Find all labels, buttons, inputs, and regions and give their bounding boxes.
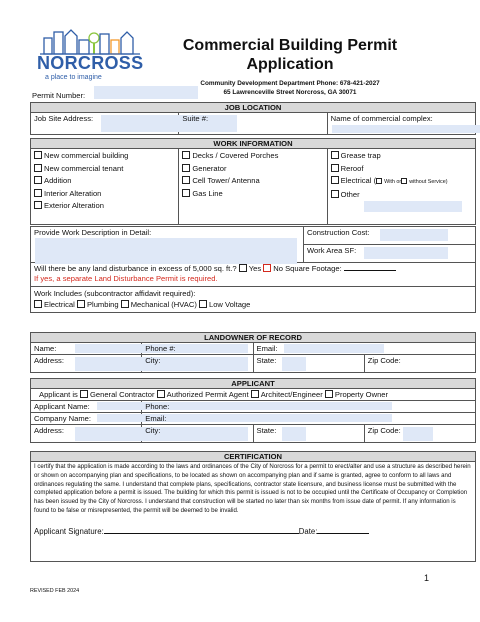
applicant-state-label: State:	[256, 426, 277, 435]
suite-label: Suite #:	[182, 114, 209, 123]
work-option-other[interactable]: Other	[331, 189, 472, 202]
certification-section	[30, 451, 476, 562]
page-number: 1	[424, 573, 430, 583]
checkbox-with-service[interactable]	[376, 178, 382, 184]
work-information-section	[30, 138, 476, 225]
job-site-address-label: Job Site Address:	[34, 114, 94, 123]
checkbox[interactable]	[331, 190, 339, 198]
work-option-electrical[interactable]: Electrical ( With or without Service)	[331, 175, 472, 189]
work-option[interactable]: Decks / Covered Porches	[182, 150, 323, 163]
checkbox[interactable]	[199, 300, 207, 308]
revised-date: REVISED FEB 2024	[30, 588, 80, 594]
applicant-section	[30, 378, 476, 443]
landowner-phone-field[interactable]	[182, 344, 248, 353]
date-label: Date:	[298, 526, 318, 536]
checkbox-without-service[interactable]	[401, 178, 407, 184]
checkbox[interactable]	[182, 164, 190, 172]
permit-number-label: Permit Number:	[32, 91, 86, 100]
job-location-header: JOB LOCATION	[31, 103, 476, 113]
applicant-zip-label: Zip Code:	[367, 426, 401, 435]
checkbox[interactable]	[331, 164, 339, 172]
checkbox[interactable]	[182, 176, 190, 184]
land-disturbance-note: If yes, a separate Land Disturbance Permit is required.	[34, 274, 218, 283]
square-footage-line[interactable]	[344, 270, 396, 271]
checkbox[interactable]	[34, 151, 42, 159]
landowner-email-field[interactable]	[284, 344, 384, 353]
applicant-phone-field[interactable]	[172, 402, 392, 410]
landowner-state-field[interactable]	[282, 357, 306, 371]
work-description-section	[30, 226, 476, 313]
work-option[interactable]: Cell Tower/ Antenna	[182, 175, 323, 188]
certification-header: CERTIFICATION	[31, 452, 476, 462]
construction-cost-label: Construction Cost:	[307, 228, 370, 237]
landowner-state-label: State:	[256, 356, 277, 365]
work-option[interactable]: Reroof	[331, 163, 472, 176]
applicant-phone-label: Phone:	[145, 402, 170, 411]
work-information-header: WORK INFORMATION	[31, 139, 476, 149]
type-architect: Architect/Engineer	[260, 390, 323, 399]
work-option[interactable]: Interior Alteration	[34, 188, 175, 201]
work-description-label: Provide Work Description in Detail:	[34, 228, 152, 237]
landowner-address-label: Address:	[34, 356, 64, 365]
applicant-email-field[interactable]	[172, 414, 392, 422]
applicant-email-label: Email:	[145, 414, 167, 423]
checkbox[interactable]	[331, 151, 339, 159]
date-line[interactable]	[317, 533, 369, 534]
work-option[interactable]: New commercial building	[34, 150, 175, 163]
suite-field[interactable]	[211, 115, 237, 132]
land-yes-checkbox[interactable]	[239, 264, 247, 272]
checkbox[interactable]	[80, 390, 88, 398]
company-name-label: Company Name:	[34, 414, 91, 423]
certification-text: I certify that the application is made according to the laws and ordinances of the City of Norcross for a permit to erect/alter and use a structure as described herein or shown on accompanying plan and specifications, to be located as shown on accompanying plan and if same is granted, agree to conform to all laws and ordinances regulating the same. I understand that complete plans, specifications, contractor state licensure, and business license must be submitted with the completed application before a permit is issued. The building for which this permit is issued is not to be occupied until the Certificate of Occupancy or Completion has been issued by the City of Norcross. I understand that construction will be started no later than six months from issue date of permit. If any information is found to be false or misrepresented, the permit will be deemed to be invalid.	[34, 463, 471, 514]
permit-number-field[interactable]	[94, 86, 198, 99]
checkbox[interactable]	[34, 201, 42, 209]
work-option[interactable]: Generator	[182, 163, 323, 176]
logo-wordmark: NORCROSS	[37, 53, 144, 73]
commercial-complex-label: Name of commercial complex:	[330, 114, 433, 123]
checkbox[interactable]	[34, 176, 42, 184]
work-option[interactable]: New commercial tenant	[34, 163, 175, 176]
type-permit-agent: Authorized Permit Agent	[166, 390, 249, 399]
landowner-email-label: Email:	[256, 344, 278, 353]
applicant-zip-field[interactable]	[403, 427, 433, 441]
type-property-owner: Property Owner	[334, 390, 389, 399]
trade-low-voltage: Low Voltage	[208, 300, 251, 309]
landowner-phone-label: Phone #:	[145, 344, 176, 353]
applicant-is-label: Applicant is	[39, 390, 78, 399]
checkbox[interactable]	[182, 151, 190, 159]
checkbox[interactable]	[331, 176, 339, 184]
landowner-city-label: City:	[145, 356, 161, 365]
logo-tagline: a place to imagine	[45, 74, 102, 81]
trade-plumbing: Plumbing	[86, 300, 119, 309]
checkbox[interactable]	[34, 189, 42, 197]
land-no-label: No	[273, 264, 283, 273]
applicant-city-label: City:	[145, 426, 161, 435]
signature-line[interactable]	[104, 533, 299, 534]
work-area-field[interactable]	[364, 247, 448, 259]
checkbox[interactable]	[34, 164, 42, 172]
work-option[interactable]: Grease trap	[331, 150, 472, 163]
work-option[interactable]: Gas Line	[182, 188, 323, 201]
dept-phone: Community Development Department Phone: 678-421-2027	[200, 80, 380, 87]
construction-cost-field[interactable]	[380, 229, 448, 241]
type-general-contractor: General Contractor	[89, 390, 155, 399]
work-area-label: Work Area SF:	[307, 246, 357, 255]
land-yes-label: Yes	[248, 264, 262, 273]
checkbox[interactable]	[121, 300, 129, 308]
title-line-1: Commercial Building Permit	[182, 37, 398, 54]
page-title	[150, 36, 430, 74]
applicant-city-field[interactable]	[164, 427, 248, 441]
commercial-complex-field[interactable]	[332, 125, 480, 133]
applicant-header: APPLICANT	[31, 379, 476, 389]
work-description-field[interactable]	[35, 238, 297, 264]
checkbox[interactable]	[77, 300, 85, 308]
square-footage-label: Square Footage:	[285, 264, 342, 273]
trade-electrical: Electrical	[44, 300, 75, 309]
other-work-field[interactable]	[364, 201, 462, 212]
applicant-address-label: Address:	[34, 426, 64, 435]
landowner-zip-label: Zip Code:	[367, 356, 401, 365]
trade-mechanical: Mechanical (HVAC)	[130, 300, 197, 309]
checkbox[interactable]	[157, 390, 165, 398]
signature-label: Applicant Signature:	[34, 526, 104, 536]
land-disturbance-question: Will there be any land disturbance in excess of 5,000 sq. ft.?	[34, 264, 237, 273]
landowner-header: LANDOWNER OF RECORD	[31, 333, 476, 343]
title-line-2: Application	[246, 56, 334, 73]
applicant-name-label: Applicant Name:	[34, 402, 90, 411]
landowner-name-label: Name:	[34, 344, 57, 353]
work-includes-label: Work Includes (subcontractor affidavit required):	[34, 289, 196, 298]
job-location-section	[30, 102, 476, 135]
land-no-checkbox[interactable]	[263, 264, 271, 272]
checkbox[interactable]	[251, 390, 259, 398]
landowner-section	[30, 332, 476, 373]
applicant-state-field[interactable]	[282, 427, 306, 441]
norcross-logo-skyline	[40, 26, 140, 56]
checkbox[interactable]	[182, 189, 190, 197]
work-option[interactable]: Addition	[34, 175, 175, 188]
dept-address: 65 Lawrenceville Street Norcross, GA 30071	[223, 89, 357, 96]
checkbox[interactable]	[325, 390, 333, 398]
landowner-city-field[interactable]	[164, 357, 248, 371]
checkbox[interactable]	[34, 300, 42, 308]
work-option[interactable]: Exterior Alteration	[34, 200, 175, 213]
